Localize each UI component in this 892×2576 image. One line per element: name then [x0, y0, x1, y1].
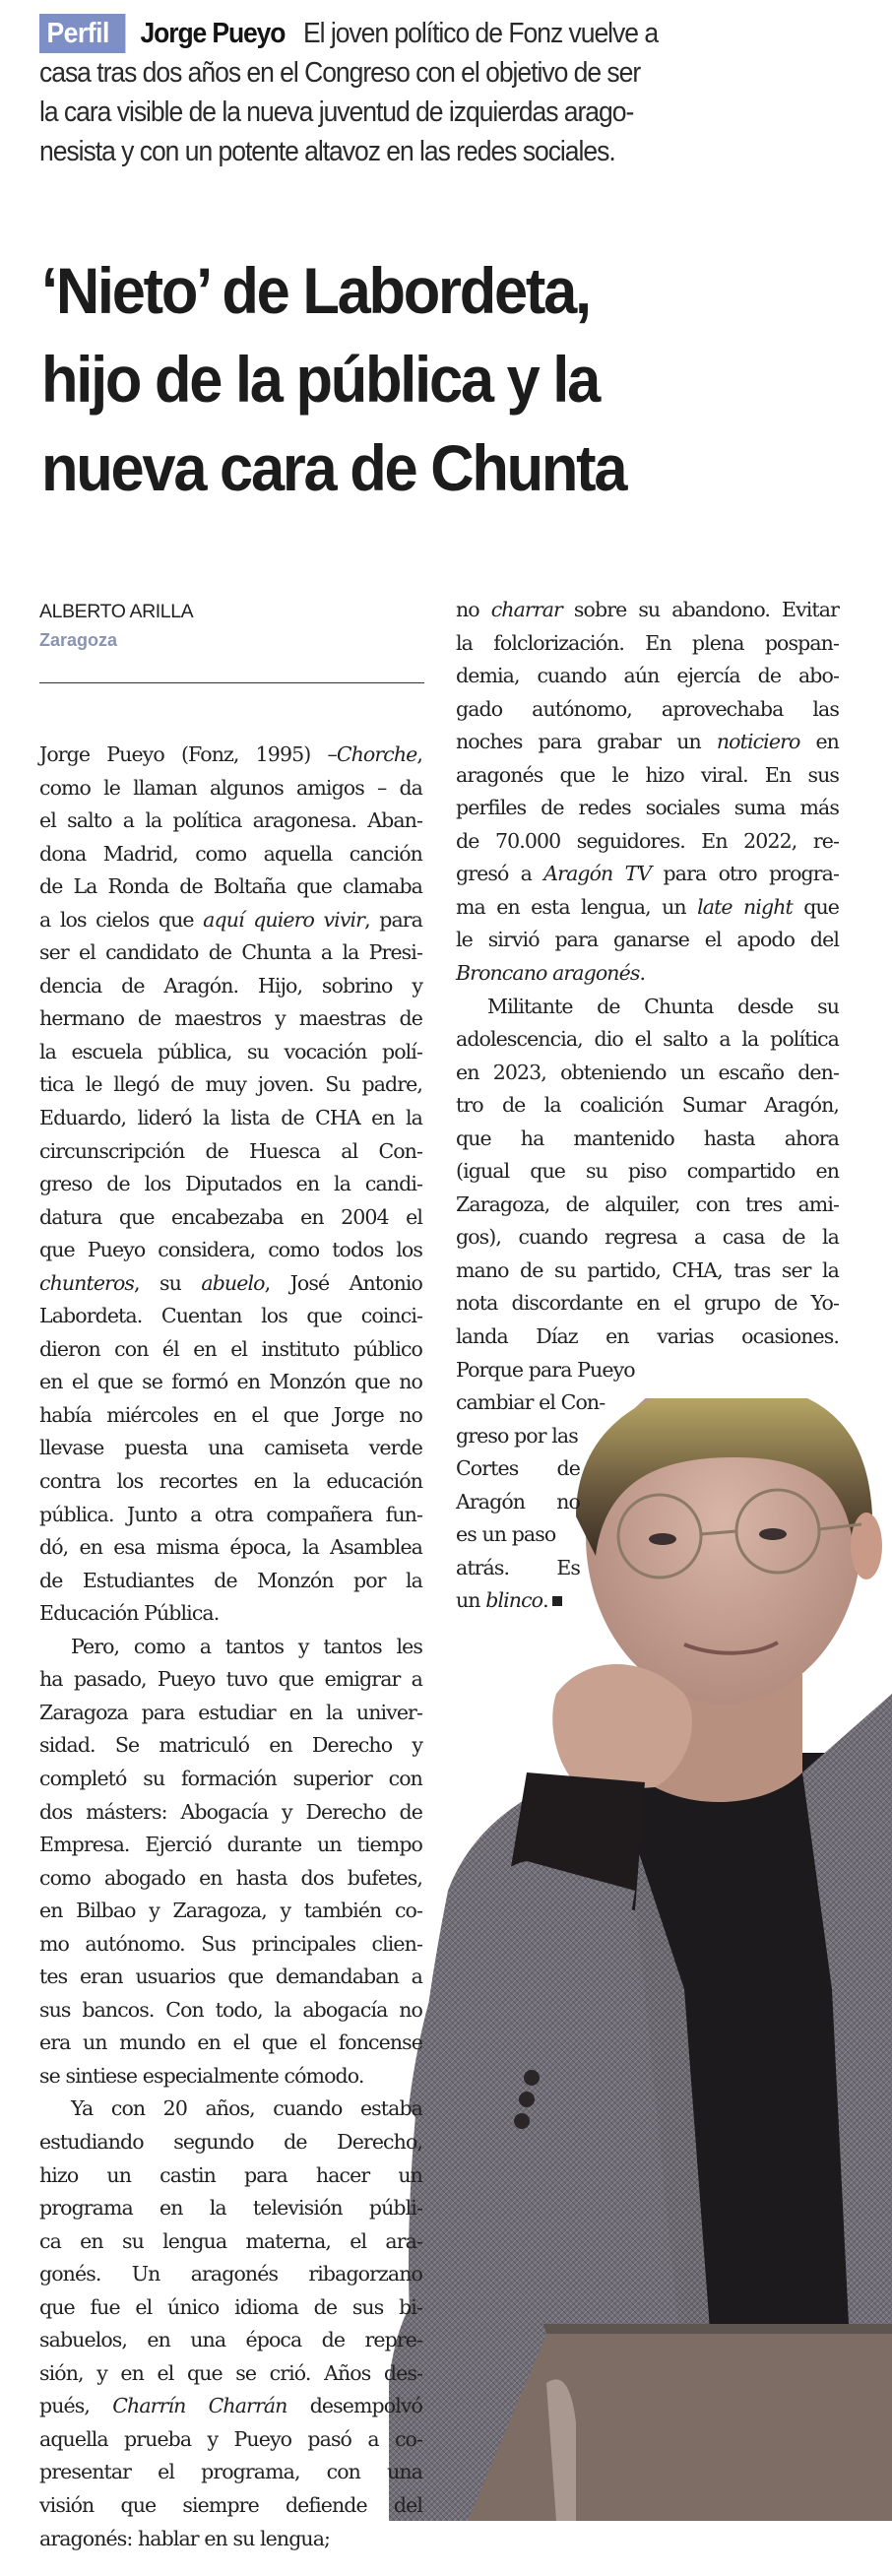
body-text: (igual que su piso compartido en: [456, 1159, 839, 1184]
body-text: , su: [134, 1270, 202, 1295]
italic-text: charrar: [490, 598, 562, 621]
body-line: [39, 1961, 422, 1994]
body-line: [39, 739, 422, 772]
headline: [41, 246, 829, 512]
body-text: el salto a la política aragonesa. Aban-: [39, 808, 422, 833]
body-text: noches para grabar un: [456, 730, 717, 754]
body-text: hizo un castin para hacer un: [39, 2162, 422, 2187]
body-line: [39, 1829, 422, 1862]
italic-text: chunteros: [39, 1270, 135, 1295]
body-line: [456, 1057, 839, 1090]
body-line: [39, 904, 422, 937]
italic-text: blinco: [485, 1588, 543, 1613]
body-line: [39, 2291, 422, 2325]
body-text: estudiando segundo de Derecho,: [39, 2129, 422, 2154]
body-text: gado autónomo, aprovechaba las: [456, 696, 839, 721]
body-line: [39, 1862, 422, 1896]
italic-text: late night: [697, 894, 793, 919]
body-text: Cortes de: [456, 1456, 580, 1481]
body-line: [39, 1333, 422, 1367]
body-line: [39, 2423, 422, 2457]
body-text: que ha mantenido hasta ahora: [456, 1126, 839, 1150]
body-text: gresó a: [456, 862, 544, 886]
body-line: [39, 1663, 422, 1697]
body-line: [456, 726, 839, 759]
body-text: dieron con él en el instituto público: [39, 1336, 422, 1361]
body-text: Labordeta. Cuentan los que coinci-: [39, 1304, 422, 1328]
body-line: [456, 1552, 580, 1585]
headline-line: ‘Nieto’ de Labordeta,: [41, 254, 590, 327]
body-line: [39, 1366, 422, 1399]
body-line: [39, 2159, 422, 2193]
body-text: de La Ronda de Boltaña que clamaba: [39, 874, 422, 899]
body-line: [39, 1895, 422, 1928]
body-text: Eduardo, lideró la lista de CHA en la: [39, 1106, 422, 1130]
body-text: sión, y en el que se crió. Años des-: [39, 2360, 422, 2385]
italic-text: Charrín Charrán: [112, 2394, 287, 2418]
body-text: programa en la televisión públi-: [39, 2196, 422, 2221]
body-text: demia, cuando aún ejercía de abo-: [456, 664, 839, 688]
body-line: [456, 1452, 580, 1486]
body-line: [456, 1123, 839, 1156]
body-line: [39, 1928, 422, 1962]
body-text: Jorge Pueyo (Fonz, 1995) –: [39, 742, 337, 766]
body-text: había miércoles en el que Jorge no: [39, 1402, 422, 1427]
body-text: dona Madrid, como aquella canción: [39, 841, 422, 866]
body-line: [39, 1102, 422, 1135]
article-body-left-column: [39, 739, 422, 2555]
body-text: de 70.000 seguidores. En 2022, re-: [456, 828, 839, 853]
body-text: se sintiese especialmente cómodo.: [39, 2063, 364, 2088]
italic-text: Chorche: [336, 742, 417, 766]
body-line: [39, 2060, 422, 2093]
body-line: [39, 1036, 422, 1069]
body-text: para otro progra-: [651, 862, 839, 886]
body-text: ma en esta lengua, un: [456, 894, 698, 919]
body-line: [39, 2456, 422, 2489]
body-line: [39, 1432, 422, 1465]
body-line: [456, 594, 839, 627]
body-text: Militante de Chunta desde su: [487, 994, 839, 1018]
body-text: ,: [416, 742, 422, 766]
body-text: presentar el programa, con una: [39, 2460, 422, 2484]
body-text: en 2023, obteniendo un escaño den-: [456, 1060, 839, 1084]
body-text: tro de la coalición Sumar Aragón,: [456, 1093, 839, 1118]
fist-shape: [552, 1664, 692, 1792]
body-text: gos), cuando regresa a casa de la: [456, 1225, 839, 1250]
body-text: es un paso: [456, 1522, 556, 1547]
body-line: [39, 1465, 422, 1499]
body-line: [39, 2126, 422, 2159]
body-line: [456, 1420, 580, 1453]
byline-divider: [39, 682, 424, 683]
body-text: Aragón no: [456, 1489, 580, 1513]
body-text: mano de su partido, CHA, tras ser la: [456, 1257, 839, 1282]
body-line: [456, 891, 839, 925]
byline-location: Zaragoza: [39, 630, 118, 650]
body-text: , para: [364, 907, 423, 932]
deck-line: la cara visible de la nueva juventud de izquierdas arago-: [39, 97, 634, 128]
body-line: [39, 1729, 422, 1763]
body-line: [39, 870, 422, 904]
body-line: [456, 1320, 839, 1354]
body-line: [456, 1518, 580, 1552]
body-text: como abogado en hasta dos bufetes,: [39, 1865, 422, 1890]
body-text: dó, en esa misma época, la Asamblea: [39, 1535, 422, 1560]
body-line: [39, 1300, 422, 1333]
body-line: [39, 1565, 422, 1598]
body-text: contra los recortes en la educación: [39, 1469, 422, 1494]
body-text: que fue el único idioma de sus bi-: [39, 2294, 422, 2319]
body-line: [456, 1221, 839, 1255]
deck-line: [39, 14, 799, 53]
body-text: adolescencia, dio el salto a la política: [456, 1027, 839, 1052]
body-line: [39, 936, 422, 970]
body-text: como le llaman algunos amigos – da: [39, 775, 422, 800]
body-text: cambiar el Con-: [456, 1390, 605, 1415]
body-line: [39, 970, 422, 1003]
body-text: , José Antonio: [264, 1270, 422, 1295]
body-line: [456, 924, 839, 957]
body-line: [39, 2258, 422, 2291]
body-line: [456, 693, 839, 727]
body-text: hermano de maestros y maestras de: [39, 1006, 422, 1031]
body-text: visión que siempre defiende del: [39, 2492, 422, 2517]
body-text: dos másters: Abogacía y Derecho de: [39, 1799, 422, 1824]
body-line: [39, 772, 422, 805]
body-text: datura que encabezaba en 2004 el: [39, 1204, 422, 1229]
body-line: [456, 759, 839, 793]
body-line: [39, 1631, 422, 1664]
body-line: [39, 1597, 422, 1631]
body-line: [456, 1089, 839, 1123]
body-text: mo autónomo. Sus principales clien-: [39, 1931, 422, 1956]
body-text: era un mundo en el que el foncense: [39, 2030, 422, 2055]
section-badge: Perfil: [39, 14, 126, 53]
italic-text: aquí quiero vivir: [203, 907, 365, 932]
body-line: [39, 1763, 422, 1796]
body-line: [39, 1499, 422, 1532]
body-text: greso por las: [456, 1423, 578, 1448]
body-text: landa Díaz en varias ocasiones.: [456, 1324, 839, 1349]
italic-text: Aragón TV: [543, 862, 652, 886]
body-line: [456, 660, 839, 693]
body-line: [456, 825, 839, 859]
article-body-right-column: [456, 594, 839, 1618]
body-line: [456, 792, 839, 825]
body-text: tica le llegó de muy joven. Su padre,: [39, 1072, 422, 1097]
body-line: [39, 2390, 422, 2423]
body-text: .: [542, 1588, 548, 1613]
body-text: Educación Pública.: [39, 1601, 220, 1626]
body-line: [39, 1994, 422, 2028]
body-line: [39, 1201, 422, 1235]
body-line: [39, 1234, 422, 1267]
body-line: [39, 2523, 422, 2556]
body-text: completó su formación superior con: [39, 1766, 422, 1790]
body-text: sidad. Se matriculó en Derecho y: [39, 1733, 422, 1758]
body-line: [39, 2225, 422, 2259]
body-line: [39, 1531, 422, 1565]
body-line: [456, 1287, 839, 1320]
body-line: [39, 1068, 422, 1102]
body-text: aragonés: hablar en su lengua;: [39, 2526, 331, 2550]
body-text: que Pueyo considera, como todos los: [39, 1238, 422, 1262]
body-line: [456, 1386, 605, 1420]
deck-line: nesista y con un potente altavoz en las redes sociales.: [39, 136, 615, 167]
body-line: [456, 1584, 580, 1618]
body-line: [456, 627, 839, 661]
body-text: no: [456, 598, 491, 621]
body-text: un: [456, 1588, 486, 1613]
body-line: [456, 1486, 580, 1519]
body-line: [39, 838, 422, 871]
body-text: atrás. Es: [456, 1555, 580, 1579]
end-of-article-icon: [552, 1596, 562, 1606]
body-text: ser el candidato de Chunta a la Presi-: [39, 940, 422, 965]
body-text: Ya con 20 años, cuando estaba: [71, 2096, 422, 2121]
body-text: le sirvió para ganarse el apodo del: [456, 928, 839, 952]
body-text: en Bilbao y Zaragoza, y también co-: [39, 1899, 422, 1923]
body-text: en: [799, 730, 839, 754]
italic-text: Broncano aragonés: [456, 961, 640, 986]
body-text: Zaragoza, de alquiler, con tres ami-: [456, 1191, 839, 1216]
headline-line: nueva cara de Chunta: [41, 431, 626, 504]
body-line: [39, 1267, 422, 1301]
body-text: llevase puesta una camiseta verde: [39, 1436, 422, 1460]
body-text: circunscripción de Huesca al Con-: [39, 1138, 422, 1163]
body-text: Porque para Pueyo: [456, 1357, 635, 1382]
body-text: Empresa. Ejerció durante un tiempo: [39, 1833, 422, 1857]
body-line: [39, 2093, 422, 2126]
body-text: perfiles de redes sociales suma más: [456, 796, 839, 820]
deck-line: casa tras dos años en el Congreso con el objetivo de ser: [39, 57, 641, 89]
body-line: [39, 2192, 422, 2225]
body-line: [456, 957, 839, 991]
body-text: sabuelos, en una época de repre-: [39, 2328, 422, 2352]
body-text: a los cielos que: [39, 907, 204, 932]
body-line: [456, 1189, 839, 1222]
body-text: pués,: [39, 2394, 113, 2418]
body-text: sus bancos. Con todo, la abogacía no: [39, 1997, 422, 2022]
body-text: greso de los Diputados en la candi-: [39, 1172, 422, 1196]
body-line: [39, 1399, 422, 1433]
body-line: [39, 2357, 422, 2391]
headline-line: hijo de la pública y la: [41, 343, 600, 416]
body-text: aragonés que le hizo viral. En sus: [456, 762, 839, 787]
subject-name: Jorge Pueyo: [140, 18, 286, 49]
byline-author: ALBERTO ARILLA: [39, 601, 194, 622]
body-line: [39, 1002, 422, 1036]
italic-text: noticiero: [716, 730, 800, 754]
body-text: Zaragoza para estudiar en la univer-: [39, 1700, 422, 1724]
italic-text: abuelo: [201, 1270, 265, 1295]
body-line: [39, 1697, 422, 1730]
body-line: [39, 1135, 422, 1169]
body-text: dencia de Aragón. Hijo, sobrino y: [39, 973, 422, 998]
body-text: la folclorización. En plena pospan-: [456, 630, 839, 655]
body-line: [39, 2027, 422, 2060]
body-line: [39, 2489, 422, 2523]
body-text: Pero, como a tantos y tantos les: [71, 1634, 422, 1658]
article-deck: [39, 14, 799, 171]
body-line: [39, 1168, 422, 1201]
body-text: ha pasado, Pueyo tuvo que emigrar a: [39, 1667, 422, 1692]
body-text: pública. Junto a otra compañera fun-: [39, 1502, 422, 1526]
body-line: [456, 1023, 839, 1057]
body-text: sobre su abandono. Evitar: [561, 598, 839, 621]
body-text: ca en su lengua materna, el ara-: [39, 2228, 422, 2253]
body-line: [456, 1255, 839, 1288]
body-text: tes eran usuarios que demandaban a: [39, 1964, 422, 1989]
body-line: [456, 1155, 839, 1189]
body-text: .: [639, 961, 646, 986]
body-text: en el que se formó en Monzón que no: [39, 1370, 422, 1394]
body-text: aquella prueba y Pueyo pasó a co-: [39, 2426, 422, 2451]
body-line: [456, 991, 839, 1024]
body-line: [39, 1796, 422, 1830]
body-line: [456, 1354, 697, 1387]
body-text: desempolvó: [287, 2394, 422, 2418]
body-text: de Estudiantes de Monzón por la: [39, 1568, 422, 1592]
body-text: gonés. Un aragonés ribagorzano: [39, 2262, 422, 2286]
body-line: [39, 2324, 422, 2357]
body-text: la escuela pública, su vocación polí-: [39, 1039, 422, 1063]
body-line: [39, 805, 422, 838]
body-text: que: [792, 894, 839, 919]
body-text: nota discordante en el grupo de Yo-: [456, 1291, 839, 1316]
body-line: [456, 858, 839, 891]
deck-text: El joven político de Fonz vuelve a: [302, 18, 659, 49]
